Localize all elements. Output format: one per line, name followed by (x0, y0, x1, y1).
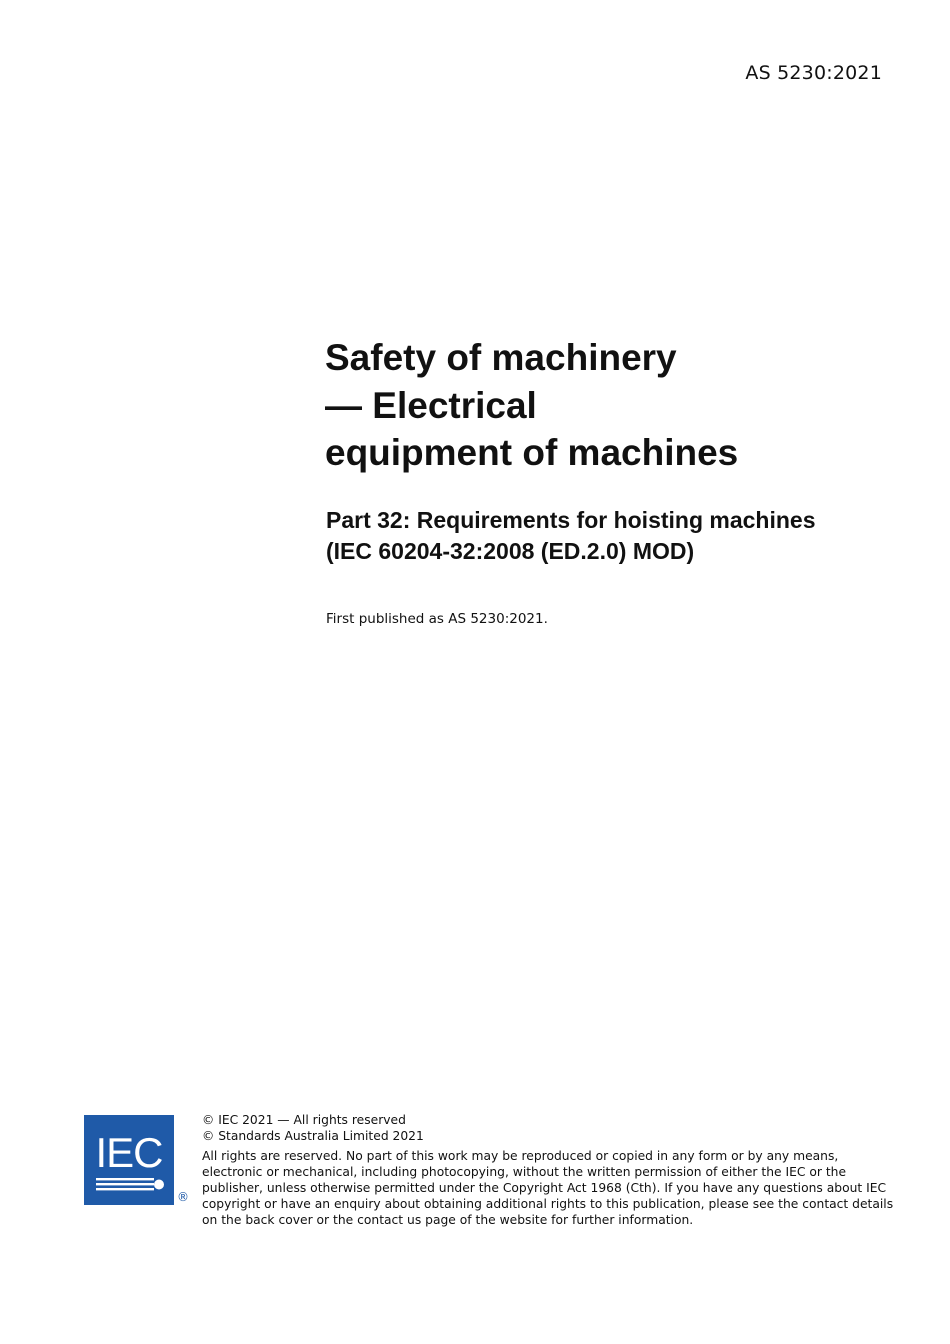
iec-logo-graphic (84, 1115, 174, 1205)
rights-line: electronic or mechanical, including photocopying, without the written permission of either the IEC or the (202, 1165, 847, 1179)
subtitle-line: (IEC 60204-32:2008 (ED.2.0) MOD) (326, 538, 695, 564)
title-line: — Electrical (325, 384, 537, 426)
logo-text: IEC (95, 1129, 163, 1176)
logo-stripes (96, 1178, 154, 1190)
title-line: equipment of machines (325, 432, 739, 473)
copyright-line: © Standards Australia Limited 2021 (202, 1129, 424, 1143)
document-subtitle (326, 505, 926, 567)
document-title (325, 334, 885, 477)
rights-line: publisher, unless otherwise permitted under the Copyright Act 1968 (Cth). If you have any questions about IEC (202, 1181, 887, 1195)
title-line: Safety of machinery (325, 337, 677, 378)
subtitle-line: Part 32: Requirements for hoisting machines (326, 507, 816, 533)
publication-note: First published as AS 5230:2021. (326, 611, 548, 627)
copyright-line: © IEC 2021 — All rights reserved (202, 1113, 406, 1127)
iec-logo (84, 1115, 174, 1205)
legal-notice (202, 1112, 892, 1228)
registered-mark: ® (177, 1190, 189, 1204)
rights-line: All rights are reserved. No part of this work may be reproduced or copied in any form or by any means, (202, 1149, 839, 1163)
rights-line: copyright or have an enquiry about obtaining additional rights to this publication, please see the contact details (202, 1197, 894, 1211)
document-number: AS 5230:2021 (745, 62, 882, 84)
rights-line: on the back cover or the contact us page of the website for further information. (202, 1213, 694, 1227)
logo-dot (154, 1180, 164, 1190)
